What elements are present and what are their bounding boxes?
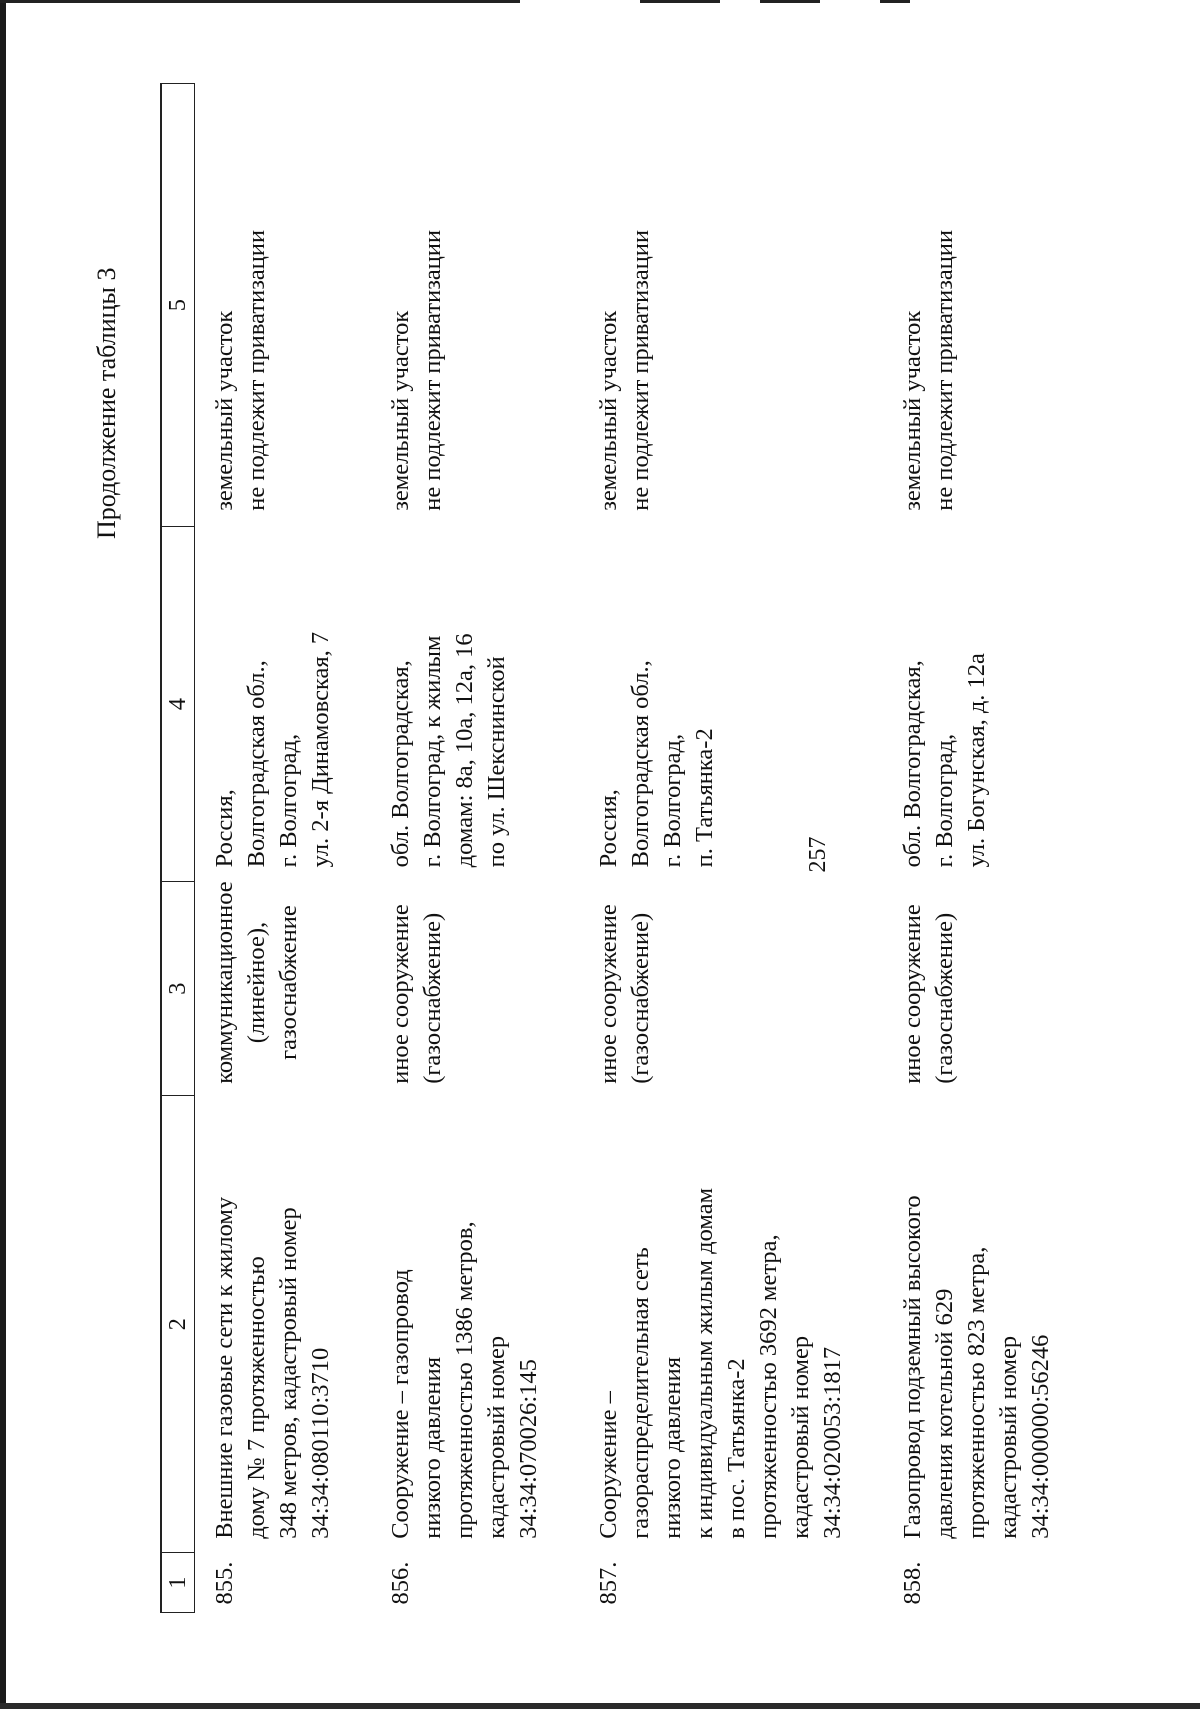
object-type	[885, 881, 1093, 1095]
row-number: 856.	[387, 1561, 414, 1605]
table-row	[885, 84, 1093, 1613]
object-description-line: Внешние газовые сети к жилому	[211, 1196, 238, 1539]
object-description-line: к индивидуальным жилым домам	[691, 1187, 718, 1539]
column-number-1: 1	[161, 1553, 195, 1613]
object-description-line: низкого давления	[659, 1356, 686, 1539]
object-description-line: кадастровый номер	[995, 1335, 1022, 1539]
object-address-line: ул. 2-я Динамовская, 7	[307, 631, 334, 868]
object-address-line: обл. Волгоградская,	[387, 660, 414, 868]
object-description	[581, 1096, 885, 1553]
object-address-line: Россия,	[211, 789, 238, 868]
object-type-line: иное сооружение	[595, 904, 622, 1084]
table-row	[195, 84, 374, 1613]
object-type-line: (газоснабжение)	[931, 912, 958, 1084]
column-number-row	[161, 84, 195, 1613]
table-continuation-caption: Продолжение таблицы 3	[92, 267, 121, 539]
object-note	[373, 84, 581, 527]
object-note-line: земельный участок	[211, 310, 238, 511]
object-description-line: 34:34:080110:3710	[307, 1347, 334, 1539]
object-description-line: протяженностью 1386 метров,	[451, 1221, 478, 1539]
column-number-2: 2	[161, 1096, 195, 1553]
object-note-line: не подлежит приватизации	[243, 229, 270, 511]
table-row	[581, 84, 885, 1613]
row-number: 855.	[211, 1561, 238, 1605]
object-description-line: 34:34:020053:1817	[819, 1346, 846, 1539]
object-type-line: (газоснабжение)	[627, 912, 654, 1084]
object-description-line: Сооружение –	[595, 1391, 622, 1539]
object-address	[373, 527, 581, 882]
object-note-line: земельный участок	[387, 310, 414, 511]
object-description-line: дому № 7 протяженностью	[243, 1256, 270, 1539]
object-type-line: иное сооружение	[899, 904, 926, 1084]
object-address-line: обл. Волгоградская,	[899, 660, 926, 868]
object-address-line: Волгоградская обл.,	[243, 660, 270, 868]
object-address-line: домам: 8а, 10а, 12а, 16	[451, 633, 478, 868]
object-type-line: (газоснабжение)	[419, 912, 446, 1084]
object-description-line: Сооружение – газопровод	[387, 1269, 414, 1539]
page-number: 257	[805, 836, 831, 873]
object-type-line: газоснабжение	[275, 905, 302, 1060]
object-description-line: 34:34:000000:56246	[1027, 1334, 1054, 1539]
object-description-line: давления котельной 629	[931, 1288, 958, 1539]
object-description-line: протяженностью 3692 метра,	[755, 1234, 782, 1539]
object-description	[195, 1096, 374, 1553]
object-address-line: Волгоградская обл.,	[627, 660, 654, 868]
object-address-line: г. Волгоград,	[931, 733, 958, 868]
row-number: 858.	[899, 1561, 926, 1605]
object-description	[373, 1096, 581, 1553]
object-type	[373, 881, 581, 1095]
object-address-line: г. Волгоград,	[659, 733, 686, 868]
object-note-line: земельный участок	[595, 310, 622, 511]
object-address-line: г. Волгоград,	[275, 733, 302, 868]
object-note	[885, 84, 1093, 527]
object-note	[195, 84, 374, 527]
object-type	[195, 881, 374, 1095]
object-address-line: ул. Богунская, д. 12а	[963, 653, 990, 868]
object-address-line: п. Татьянка-2	[691, 728, 718, 868]
object-description-line: Газопровод подземный высокого	[899, 1195, 926, 1539]
object-note-line: не подлежит приватизации	[931, 229, 958, 511]
object-address-line: г. Волгоград, к жилым	[419, 635, 446, 868]
object-description	[885, 1096, 1093, 1553]
object-type-line: иное сооружение	[387, 904, 414, 1084]
table-row	[373, 84, 581, 1613]
object-description-line: кадастровый номер	[787, 1335, 814, 1539]
object-description-line: протяженностью 823 метра,	[963, 1246, 990, 1539]
column-number-4: 4	[161, 527, 195, 882]
object-note-line: не подлежит приватизации	[627, 229, 654, 511]
object-description-line: 348 метров, кадастровый номер	[275, 1207, 302, 1539]
object-type	[581, 881, 885, 1095]
column-number-5: 5	[161, 84, 195, 527]
object-address	[195, 527, 374, 882]
object-type-line: (линейное),	[243, 921, 270, 1044]
object-note-line: земельный участок	[899, 310, 926, 511]
object-description-line: газораспределительная сеть	[627, 1247, 654, 1539]
row-number: 857.	[595, 1561, 622, 1605]
column-number-3: 3	[161, 881, 195, 1095]
object-note	[581, 84, 885, 527]
object-address	[885, 527, 1093, 882]
object-address	[581, 527, 885, 882]
property-table	[160, 83, 1093, 1613]
object-address-line: по ул. Шекснинской	[483, 656, 510, 868]
object-note-line: не подлежит приватизации	[419, 229, 446, 511]
object-description-line: кадастровый номер	[483, 1335, 510, 1539]
object-description-line: 34:34:070026:145	[515, 1359, 542, 1539]
object-description-line: низкого давления	[419, 1356, 446, 1539]
object-description-line: в пос. Татьянка-2	[723, 1358, 750, 1539]
object-address-line: Россия,	[595, 789, 622, 868]
object-type-line: коммуникационное	[211, 881, 238, 1084]
